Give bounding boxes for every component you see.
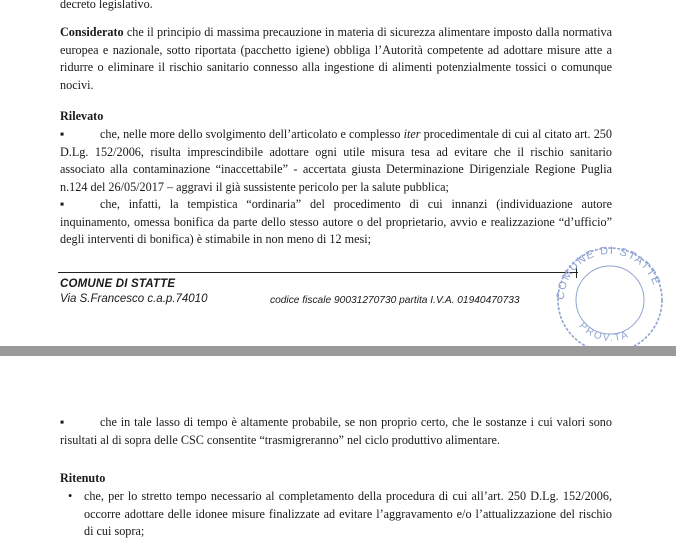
stamp-graphic	[548, 238, 670, 346]
bullet-icon: ▪	[60, 415, 65, 429]
rilevato-bullet-1: ▪ che, nelle more dello svolgimento dell’articolato e complesso iter procedimentale di cui al citato art. 250 D.Lg. 152/2006, risulta imprescindibile adottare ogni utile misura tesa ad evitare che il rischio sanitario associato alla contaminazione “inaccettabile” - accertata giusta Determinazione Dirigenziale Regione Puglia n.124 del 26/05/2017 – aggravi il già sussistente pericolo per la salute pubblica;	[60, 127, 612, 194]
document-page-bottom	[0, 356, 676, 538]
ritenuto-bullet-1: • che, per lo stretto tempo necessario al completamento della procedura di cui all’art. 250 D.Lg. 152/2006, occorre adottare delle idonee misure finalizzate ad evitare l’aggravamento e/o l’attualizzazione del rischio di cui sopra;	[68, 489, 612, 538]
bullet-icon: ▪	[60, 127, 65, 141]
considerato-text: che il principio di massima precauzione in materia di sicurezza alimentare imposto dalla normativa europea e nazionale, sotto riportata (pacchetto igiene) obbliga l’Autorità competente ad adottare misure atte a ridurre o eliminare il rischio sanitario connesso alla ingestione di alimenti potenzialmente tossici o comunque nocivi.	[60, 25, 612, 92]
stamp-bottom-text: PROV.TA	[576, 320, 632, 345]
svg-text:COMUNE DI STATTE	[555, 245, 663, 301]
considerato-paragraph	[60, 24, 612, 94]
considerato-label: Considerato	[60, 25, 124, 39]
footer-municipality-name: COMUNE DI STATTE	[60, 278, 176, 290]
bullet-icon: •	[68, 489, 73, 503]
municipal-stamp-icon	[548, 238, 670, 346]
intro-line: decreto legislativo.	[60, 0, 153, 11]
svg-text:PROV.TA	[577, 320, 632, 344]
page-separator	[0, 346, 676, 356]
footer-fiscal-code: codice fiscale 90031270730 partita I.V.A. 01940470733	[270, 295, 520, 306]
rilevato-bullet-2: ▪ che, infatti, la tempistica “ordinaria” del procedimento di cui innanzi (individuazione autore inquinamento, omessa bonifica da parte dello stesso autore o del proprietario, avvio e realizzazione “d’ufficio” degli interventi di bonifica) è stimabile in non meno di 12 mesi;	[60, 197, 612, 246]
ritenuto-heading: Ritenuto	[60, 471, 106, 485]
footer-divider	[58, 272, 578, 273]
footer-address: Via S.Francesco c.a.p.74010	[60, 293, 208, 305]
bottom-bullet-1: ▪ che in tale lasso di tempo è altamente probabile, se non proprio certo, che le sostanze i cui valori sono risultati al di sopra delle CSC consentite “trasmigreranno” nel ciclo produttivo alimentare.	[60, 415, 612, 447]
rilevato-heading: Rilevato	[60, 109, 104, 123]
stamp-top-text: COMUNE DI STATTE	[554, 244, 663, 301]
bullet-icon: ▪	[60, 197, 65, 211]
